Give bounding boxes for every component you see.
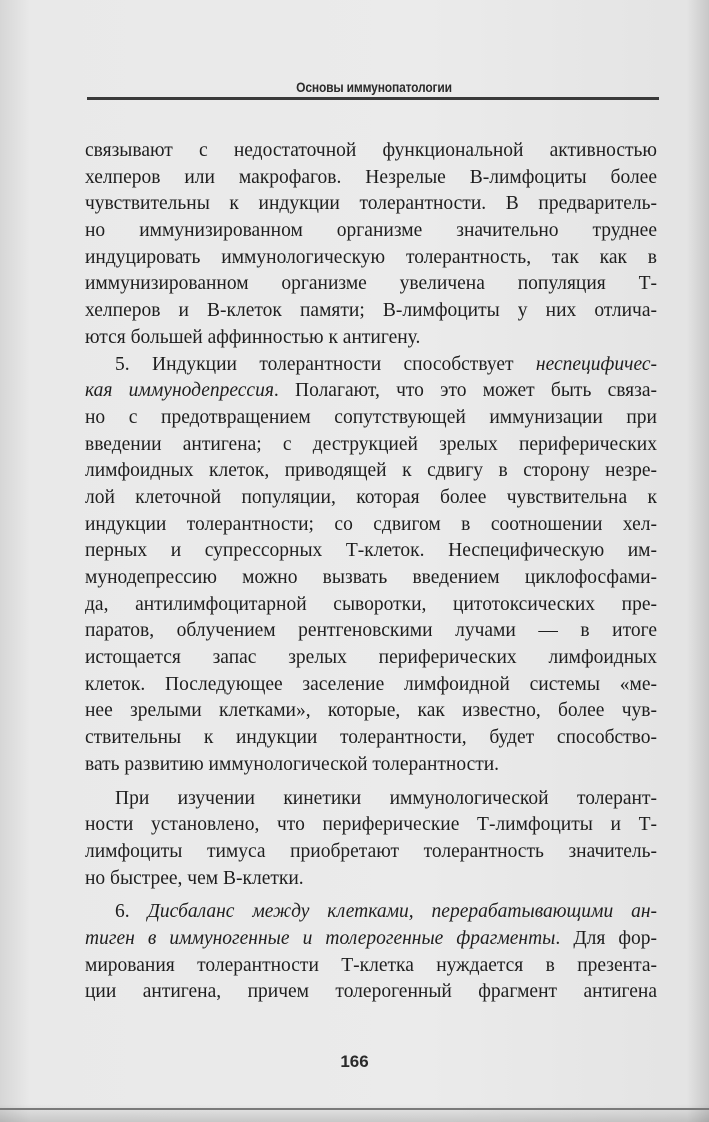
p5-after-italic: . Полагают, что это может быть связа- bbox=[273, 380, 657, 402]
text-line: хелперов или макрофагов. Незрелые В-лимфоциты более bbox=[85, 166, 657, 188]
text-line: ются большей аффинностью к антигену. bbox=[85, 326, 421, 348]
scan-shadow-right bbox=[687, 0, 709, 1122]
text-line: лимфоидных клеток, приводящей к сдвигу в сторону незре- bbox=[85, 460, 657, 482]
body-text bbox=[85, 138, 657, 1006]
text-line: но быстрее, чем В-клетки. bbox=[85, 867, 304, 889]
text-line: хелперов и В-клеток памяти; В-лимфоциты у них отлича- bbox=[85, 300, 657, 322]
p6-prefix: 6. bbox=[115, 901, 148, 923]
text-line: индукции толерантности; со сдвигом в соотношении хел- bbox=[85, 513, 657, 535]
text-line: введении антигена; с деструкцией зрелых периферических bbox=[85, 433, 657, 455]
paragraph-5-first-line bbox=[85, 352, 657, 379]
text-line: мунодепрессию можно вызвать введением циклофосфами- bbox=[85, 567, 657, 588]
p5-italic-term-cont: кая иммунодепрессия bbox=[85, 380, 274, 402]
text-line: чувствительны к индукции толерантности. В предваритель- bbox=[85, 193, 657, 215]
page-number: 166 bbox=[340, 1052, 369, 1071]
kinetics-paragraph-first-line: При изучении кинетики иммунологической толерант- bbox=[115, 787, 657, 809]
paragraph-6-first-line bbox=[85, 899, 657, 926]
text-line: да, антилимфоцитарной сыворотки, цитотоксических пре- bbox=[85, 593, 657, 615]
running-header: Основы иммунопатологии bbox=[296, 79, 452, 95]
text-line: перных и супрессорных Т-клеток. Неспецифическую им- bbox=[85, 540, 657, 562]
header-rule bbox=[87, 97, 659, 100]
paragraph-5-second-line bbox=[85, 378, 657, 405]
text-line: ствительны к индукции толерантности, будет способство- bbox=[85, 727, 657, 749]
p6-italic-term: Дисбаланс между клетками, перерабатывающими ан- bbox=[147, 901, 658, 923]
text-line: нее зрелыми клетками», которые, как известно, более чув- bbox=[85, 700, 657, 722]
text-line: истощается запас зрелых периферических лимфоидных bbox=[85, 647, 657, 669]
text-line: мирования толерантности Т-клетка нуждается в презента- bbox=[85, 954, 657, 976]
scan-shadow-bottom bbox=[0, 1104, 709, 1122]
p5-italic-term: неспецифичес- bbox=[535, 353, 657, 375]
text-line: ции антигена, причем толерогенный фрагмент антигена bbox=[85, 981, 657, 1003]
text-line: ности установлено, что периферические Т-лимфоциты и Т- bbox=[85, 814, 657, 836]
text-line: клеток. Последующее заселение лимфоидной системы «ме- bbox=[85, 673, 657, 695]
text-line: индуцировать иммунологическую толерантность, так как в bbox=[85, 246, 657, 268]
text-line: вать развитию иммунологической толерантности. bbox=[85, 753, 500, 775]
footer-rule bbox=[0, 1108, 709, 1110]
text-line: но иммунизированном организме значительно труднее bbox=[85, 220, 657, 242]
p6-after-italic: . Для фор- bbox=[555, 927, 657, 949]
text-line: связывают с недостаточной функциональной активностью bbox=[85, 140, 657, 161]
paragraph-6-second-line bbox=[85, 926, 657, 953]
text-line: паратов, облучением рентгеновскими лучами — в итоге bbox=[85, 620, 657, 642]
text-line: лой клеточной популяции, которая более чувствительна к bbox=[85, 486, 657, 508]
text-line: но с предотвращением сопутствующей иммунизации при bbox=[85, 406, 657, 428]
text-line: иммунизированном организме увеличена популяция Т- bbox=[85, 273, 657, 295]
p6-italic-term-cont: тиген в иммуногенные и толерогенные фрагменты bbox=[85, 927, 556, 949]
p5-prefix: 5. Индукции толерантности способствует bbox=[115, 353, 536, 375]
text-line: лимфоциты тимуса приобретают толерантность значитель- bbox=[85, 840, 657, 862]
